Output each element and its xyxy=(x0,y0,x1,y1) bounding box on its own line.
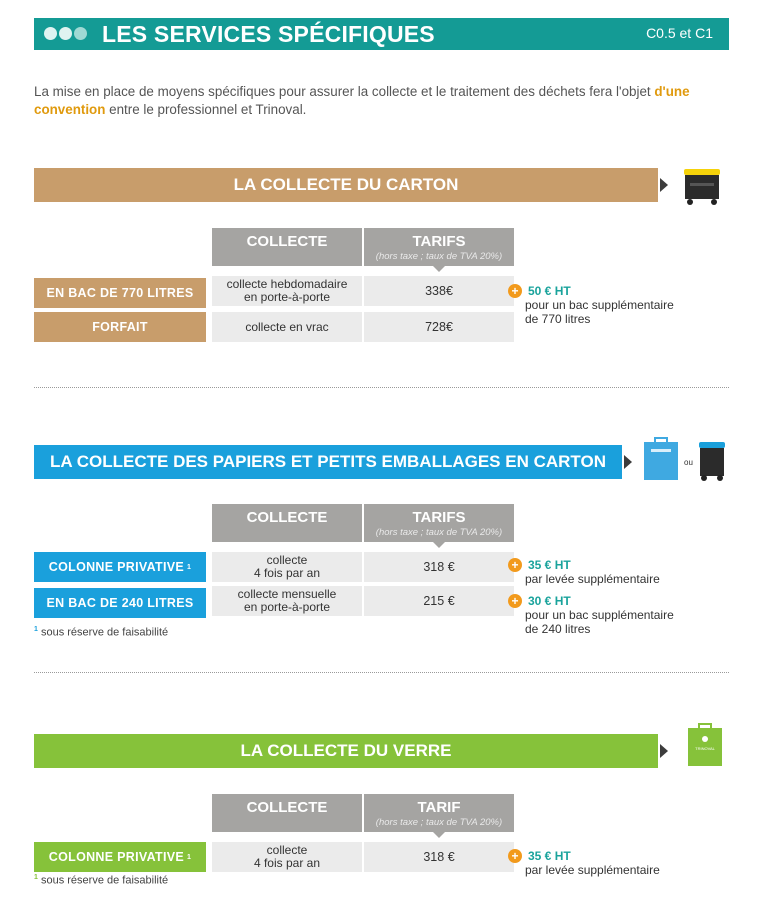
header-dots-icon xyxy=(44,27,89,45)
bin-240l-icon xyxy=(698,440,726,482)
or-label: ou xyxy=(684,458,693,467)
trinoval-logo-text: TRINOVAL xyxy=(695,746,715,751)
papiers-row-1-collecte: collecte 4 fois par an xyxy=(212,552,362,582)
papiers-col-collecte: COLLECTE xyxy=(212,504,362,542)
plus-icon: + xyxy=(508,594,522,608)
banner-papiers-title: LA COLLECTE DES PAPIERS ET PETITS EMBALLAGES EN CARTON xyxy=(49,452,606,471)
verre-col-tarif: TARIF (hors taxe ; taux de TVA 20%) xyxy=(364,794,514,832)
carton-row-1-collecte: collecte hebdomadaire en porte-à-porte xyxy=(212,276,362,306)
arrow-icon xyxy=(660,178,668,192)
cardboard-bin-icon xyxy=(682,166,722,206)
papiers-row-2-collecte: collecte mensuelle en porte-à-porte xyxy=(212,586,362,616)
carton-row-1-tarif: 338€ xyxy=(364,276,514,306)
intro-paragraph: La mise en place de moyens spécifiques pour assurer la collecte et le traitement des déchets fera l'objet d'une convention entre le professionnel et Trinoval. xyxy=(34,84,690,117)
highlight-convention-1: d'une xyxy=(654,84,690,99)
paper-column-icon xyxy=(642,436,680,482)
divider xyxy=(34,672,729,673)
carton-col-tarifs: TARIFS (hors taxe ; taux de TVA 20%) xyxy=(364,228,514,266)
papiers-row-2-tarif: 215 € xyxy=(364,586,514,616)
carton-row-label-1: EN BAC DE 770 LITRES xyxy=(34,278,206,308)
plus-icon: + xyxy=(508,849,522,863)
verre-row-collecte: collecte 4 fois par an xyxy=(212,842,362,872)
arrow-icon xyxy=(624,455,632,469)
carton-col-collecte: COLLECTE xyxy=(212,228,362,266)
papiers-row-label-1: COLONNE PRIVATIVE 1 xyxy=(34,552,206,582)
carton-row-2-collecte: collecte en vrac xyxy=(212,312,362,342)
highlight-convention-2: convention xyxy=(34,102,106,117)
section-header xyxy=(34,18,729,50)
page-title: LES SERVICES SPÉCIFIQUES xyxy=(102,21,435,47)
glass-column-icon xyxy=(686,722,724,768)
plus-icon: + xyxy=(508,284,522,298)
papiers-row-1-tarif: 318 € xyxy=(364,552,514,582)
papiers-row-label-2: EN BAC DE 240 LITRES xyxy=(34,588,206,618)
banner-verre-title: LA COLLECTE DU VERRE xyxy=(240,741,452,760)
verre-row-label: COLONNE PRIVATIVE 1 xyxy=(34,842,206,872)
carton-row-2-tarif: 728€ xyxy=(364,312,514,342)
plus-icon: + xyxy=(508,558,522,572)
papiers-footnote: $^1$ sous réserve de faisabilité xyxy=(34,626,169,639)
verre-col-collecte: COLLECTE xyxy=(212,794,362,832)
papiers-col-tarifs: TARIFS (hors taxe ; taux de TVA 20%) xyxy=(364,504,514,542)
verre-row-tarif: 318 € xyxy=(364,842,514,872)
banner-carton-title: LA COLLECTE DU CARTON xyxy=(233,175,459,194)
verre-footnote: $^1$ sous réserve de faisabilité xyxy=(34,874,169,887)
divider xyxy=(34,387,729,388)
arrow-icon xyxy=(660,744,668,758)
carton-row-label-2: FORFAIT xyxy=(34,312,206,342)
banner-papiers xyxy=(34,445,622,479)
banner-verre xyxy=(34,734,658,768)
page-reference: C0.5 et C1 xyxy=(646,25,713,41)
banner-carton xyxy=(34,168,658,202)
